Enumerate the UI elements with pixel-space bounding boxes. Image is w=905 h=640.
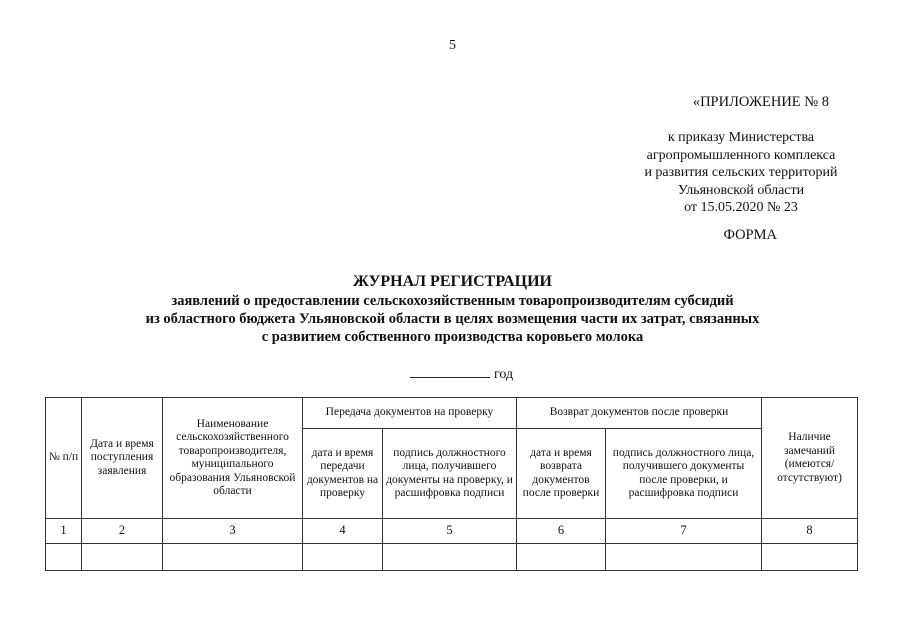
appendix-heading: «ПРИЛОЖЕНИЕ № 8 [692,94,829,110]
table-cell [383,544,517,571]
title-line: с развитием собственного производства коровьего молока [261,329,644,345]
table-cell [82,544,163,571]
year-field [410,364,513,383]
order-reference [621,129,861,217]
column-number: 3 [163,519,303,544]
column-number: 4 [303,519,383,544]
header-cell-transfer-signature: подпись должностного лица, получившего документы на проверку, и расшифровка подписи [383,429,517,519]
table-header-row [46,398,858,429]
table-cell [762,544,858,571]
column-number: 1 [46,519,82,544]
column-number-row [46,519,858,544]
title-line: из областного бюджета Ульяновской области в целях возмещения части их затрат, связанных [145,311,760,327]
form-label: ФОРМА [723,227,777,243]
header-group-transfer: Передача документов на проверку [303,398,517,429]
order-ref-line: к приказу Министерства [667,130,815,145]
column-number: 8 [762,519,858,544]
header-cell-number: № п/п [46,398,82,519]
header-cell-transfer-date: дата и время передачи документов на проверку [303,429,383,519]
column-number: 7 [606,519,762,544]
header-cell-received: Дата и время поступления заявления [82,398,163,519]
header-cell-return-signature: подпись должностного лица, получившего документы после проверки, и расшифровка подписи [606,429,762,519]
title-line: заявлений о предоставлении сельскохозяйственным товаропроизводителям субсидий [171,293,734,309]
column-number: 5 [383,519,517,544]
table-cell [46,544,82,571]
header-cell-remarks: Наличие замечаний (имеются/ отсутствуют) [762,398,858,519]
column-number: 2 [82,519,163,544]
table-row [46,544,858,571]
header-group-return: Возврат документов после проверки [517,398,762,429]
order-ref-line: и развития сельских территорий [644,165,838,180]
title-main: ЖУРНАЛ РЕГИСТРАЦИИ [353,273,552,290]
order-ref-line: от 15.05.2020 № 23 [684,200,798,215]
header-cell-producer: Наименование сельскохозяйственного товаропроизводителя, муниципального образования Ульяновской области [163,398,303,519]
table-cell [606,544,762,571]
column-number: 6 [517,519,606,544]
page-number: 5 [449,38,456,53]
registration-journal-table [45,397,858,571]
order-ref-line: Ульяновской области [677,182,805,198]
table-cell [517,544,606,571]
order-ref-line: агропромышленного комплекса [646,147,836,163]
year-suffix: год [494,367,514,382]
year-blank-line [410,364,490,378]
document-title [0,272,905,346]
table-cell [303,544,383,571]
table-cell [163,544,303,571]
header-cell-return-date: дата и время возврата документов после проверки [517,429,606,519]
